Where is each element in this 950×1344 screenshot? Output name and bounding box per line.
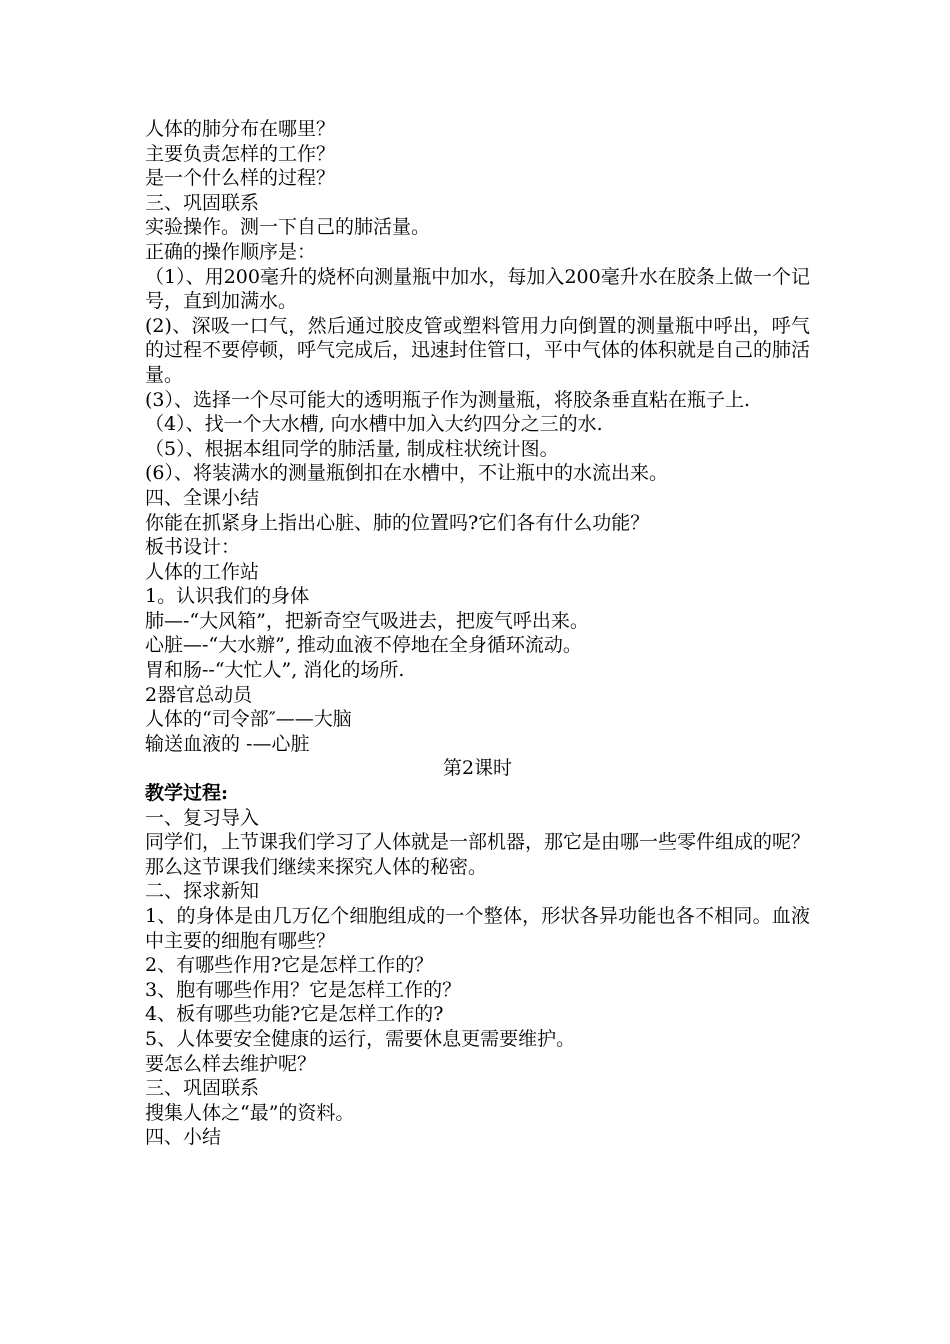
step-6: (6）、将装满水的测量瓶倒扣在水槽中，不让瓶中的水流出来。	[145, 462, 669, 485]
section-heading-review: 一、复习导入	[145, 806, 260, 829]
section-heading-summary: 四、全课小结	[145, 486, 260, 509]
section-heading-explore: 二、探求新知	[145, 880, 260, 903]
step-5: （5）、根据本组同学的肺活量, 制成柱状统计图。	[145, 437, 559, 460]
question-lung-location: 人体的肺分布在哪里？	[145, 118, 336, 140]
board-heart-blood: 输送血液的 -—心脏	[145, 732, 310, 755]
board-item-1: 1。认识我们的身体	[145, 585, 310, 608]
board-heart: 心脏—-“大水辦”, 推动血液不停地在全身循环流动。	[145, 634, 582, 657]
step-1: （1）、用200毫升的烧杯向测量瓶中加水，每加入200毫升水在胶条上做一个记号，直到加满水。	[145, 265, 810, 313]
explore-item-1: 1、的身体是由几万亿个细胞组成的一个整体，形状各异功能也各不相同。血液中主要的细胞有哪些？	[145, 905, 810, 952]
board-brain: 人体的“司令部″——大脑	[145, 708, 352, 731]
explore-item-5: 5、人体要安全健康的运行，需要休息更需要维护。	[145, 1027, 576, 1050]
step-3: (3）、选择一个尽可能大的透明瓶子作为测量瓶，将胶条垂直粘在瓶子上.	[145, 388, 751, 411]
maintenance-question: 要怎么样去维护呢？	[145, 1052, 317, 1075]
section-heading-consolidate: 三、巩固联系	[145, 191, 260, 214]
step-4: （4）、找一个大水槽, 向水槽中加入大约四分之三的水.	[145, 413, 603, 436]
teaching-process-heading: 教学过程:	[145, 782, 229, 805]
experiment-intro: 实验操作。测一下自己的肺活量。	[145, 216, 431, 239]
section-heading-consolidate-2: 三、巩固联系	[145, 1077, 260, 1100]
section-heading-wrapup: 四、小结	[145, 1126, 222, 1149]
board-title: 人体的工作站	[145, 560, 260, 583]
board-lung: 肺—-“大风箱”，把新奇空气吸进去，把废气呼出来。	[145, 609, 589, 632]
review-paragraph: 同学们，上节课我们学习了人体就是一部机器，那它是由哪一些零件组成的呢？那么这节课我们继续来探究人体的秘密。	[145, 831, 811, 878]
correct-order-label: 正确的操作顺序是：	[145, 240, 317, 263]
board-item-2: 2器官总动员	[145, 683, 253, 706]
question-lung-work: 主要负责怎样的工作？	[145, 142, 336, 165]
explore-item-4: 4、板有哪些功能?它是怎样工作的?	[145, 1003, 444, 1026]
board-stomach: 胃和肠--“大忙人”, 消化的场所.	[145, 659, 405, 682]
collect-materials: 搜集人体之“最”的资料。	[145, 1101, 355, 1124]
question-process: 是一个什么样的过程？	[145, 167, 336, 190]
board-design-label: 板书设计：	[145, 536, 241, 559]
summary-question: 你能在抓紧身上指出心脏、肺的位置吗?它们各有什么功能？	[145, 511, 650, 534]
step-2: (2)、深吸一口气，然后通过胶皮管或塑料管用力向倒置的测量瓶中呼出，呼气的过程不要停顿，呼气完成后，迅速封住管口，平中气体的体积就是自己的肺活量。	[145, 314, 811, 386]
lesson-2-title: 第2课时	[442, 757, 513, 780]
document-page	[145, 117, 810, 1150]
explore-item-3: 3、胞有哪些作用？它是怎样工作的？	[145, 978, 462, 1001]
explore-item-2: 2、有哪些作用?它是怎样工作的？	[145, 954, 434, 977]
